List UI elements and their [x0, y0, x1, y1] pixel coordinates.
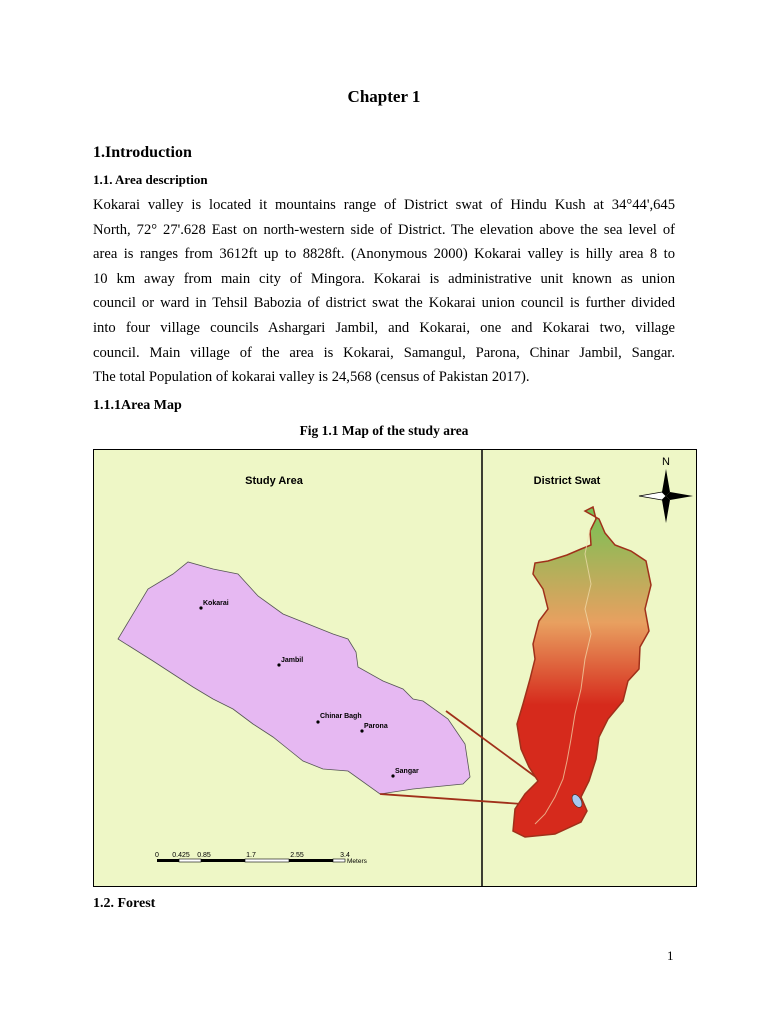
paragraph-line: 10 km away from main city of Mingora. Kokarai is administrative unit known as union [93, 270, 675, 287]
figure-caption: Fig 1.1 Map of the study area [299, 423, 469, 438]
area-description-paragraph [93, 193, 675, 390]
village-label: Kokarai [203, 600, 229, 607]
chapter-title: Chapter 1 [347, 87, 421, 106]
study-area-label: Study Area [245, 475, 303, 487]
village-label: Parona [364, 723, 388, 730]
study-area-map [93, 449, 697, 887]
scale-unit-label: Meters [347, 858, 367, 865]
village-label: Chinar Bagh [320, 713, 362, 720]
paragraph-line: council or ward in Tehsil Babozia of district swat the Kokarai union council is further divided [93, 295, 675, 312]
scale-tick-label: 0.425 [172, 852, 190, 859]
paragraph-line: into four village councils Ashargari Jambil, and Kokarai, one and Kokarai two, village [93, 319, 675, 336]
paragraph-line: council. Main village of the area is Kokarai, Samangul, Parona, Chinar Jambil, Sangar. [93, 344, 675, 361]
scale-tick-label: 3.4 [340, 852, 350, 859]
scale-tick-label: 1.7 [246, 852, 256, 859]
section-heading-forest: 1.2. Forest [93, 896, 156, 911]
scale-tick-label: 0 [155, 852, 159, 859]
north-label: N [662, 456, 670, 468]
paragraph-line: The total Population of kokarai valley is 24,568 (census of Pakistan 2017). [93, 369, 530, 386]
district-label: District Swat [533, 475, 601, 487]
village-label: Jambil [281, 657, 304, 664]
paragraph-line: area is ranges from 3612ft up to 8828ft. (Anonymous 2000) Kokarai valley is hilly area 8 to [93, 246, 675, 263]
subsection-heading-area-description: 1.1. Area description [93, 172, 208, 187]
scale-tick-label: 0.85 [197, 852, 211, 859]
page-number: 1 [667, 948, 674, 963]
section-heading-introduction: 1.Introduction [93, 144, 192, 161]
paragraph-line: Kokarai valley is located it mountains range of District swat of Hindu Kush at 34°44',645 [93, 197, 675, 213]
subsection-heading-area-map: 1.1.1Area Map [93, 398, 182, 413]
village-label: Sangar [395, 768, 419, 775]
scale-tick-label: 2.55 [290, 852, 304, 859]
paragraph-line: North, 72° 27'.628 East on north-western side of District. The elevation above the sea level of [93, 221, 675, 238]
